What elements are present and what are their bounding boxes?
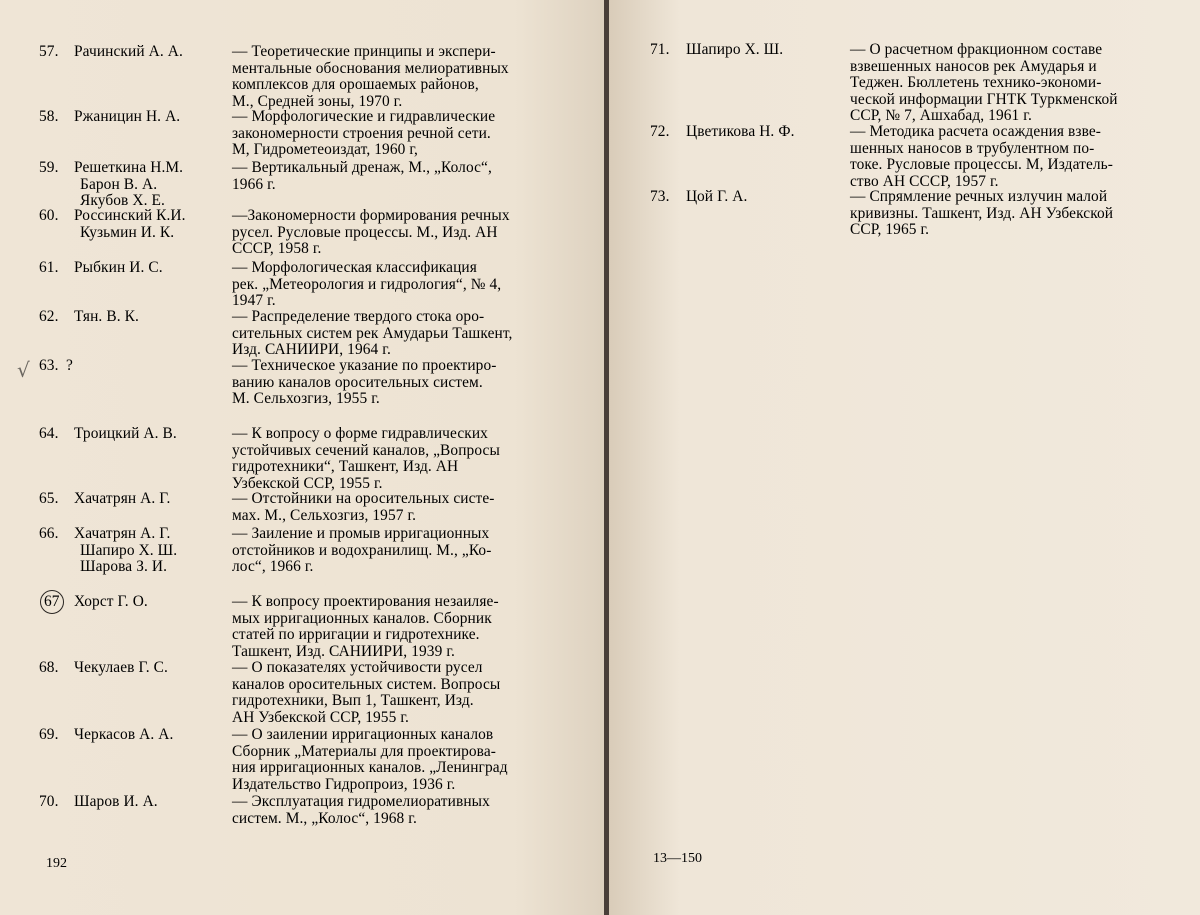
reference-number: 65. (39, 490, 59, 507)
reference-number: 66. (39, 525, 59, 542)
reference-line: СССР, 1958 г. (232, 240, 322, 258)
reference-text (232, 358, 555, 408)
reference-authors (74, 794, 158, 811)
author-name: Черкасов А. А. (74, 726, 174, 743)
reference-line: 1966 г. (232, 175, 276, 193)
reference-authors (74, 109, 180, 126)
author-name: Хорст Г. О. (74, 593, 148, 610)
author-name: Ржаницин Н. А. (74, 108, 181, 125)
reference-line: АН Узбекской ССР, 1955 г. (232, 708, 409, 726)
reference-line: систем. М., „Колос“, 1968 г. (232, 809, 417, 827)
margin-check-mark: √ (17, 358, 30, 382)
reference-text (232, 660, 555, 726)
reference-authors (74, 727, 173, 744)
reference-line: рек. „Метеорология и гидрология“, № 4, (232, 275, 502, 293)
reference-text (232, 109, 555, 159)
author-name: Цветикова Н. Ф. (686, 123, 795, 140)
reference-line: Сборник „Материалы для проектирова- (232, 742, 496, 760)
author-name: Решеткина Н.М. (74, 159, 184, 176)
reference-line: — Техническое указание по проектиро- (232, 357, 497, 374)
reference-authors (74, 660, 168, 677)
reference-line: Изд. САНИИРИ, 1964 г. (232, 341, 391, 359)
author-name: Шапиро Х. Ш. (686, 41, 784, 58)
reference-line: — О заилении ирригационных каналов (232, 726, 494, 743)
author-name: Цой Г. А. (686, 188, 748, 205)
reference-line: гидротехники, Вып 1, Ташкент, Изд. (232, 692, 474, 710)
reference-line: — Отстойники на оросительных систе- (232, 490, 495, 507)
reference-line: ментальные обоснования мелиоративных (232, 59, 509, 77)
reference-line: шенных наносов в трубулентном по- (850, 139, 1095, 157)
reference-authors (74, 426, 177, 443)
author-name: Шапиро Х. Ш. (80, 541, 178, 559)
author-name: Шарова З. И. (80, 558, 168, 576)
reference-text (850, 124, 1168, 190)
reference-line: — Теоретические принципы и экспери- (232, 43, 496, 60)
reference-text (232, 208, 555, 258)
reference-line: М, Гидрометеоиздат, 1960 г, (232, 141, 418, 159)
reference-text (850, 42, 1168, 125)
author-name: Кузьмин И. К. (80, 223, 175, 241)
author-name: Хачатрян А. Г. (74, 525, 171, 542)
reference-authors (686, 42, 783, 59)
author-name: Рачинский А. А. (74, 43, 183, 60)
reference-authors (74, 594, 148, 611)
right-page-number: 13—150 (653, 851, 702, 866)
reference-number: 72. (650, 123, 670, 140)
reference-line: Узбекской ССР, 1955 г. (232, 474, 383, 492)
reference-authors (74, 44, 183, 61)
reference-line: гидротехники“, Ташкент, Изд. АН (232, 458, 459, 476)
reference-line: — Вертикальный дренаж, М., „Колос“, (232, 159, 492, 176)
author-name: Барон В. А. (80, 175, 158, 193)
handwritten-circle (40, 590, 64, 614)
reference-line: мых ирригационных каналов. Сборник (232, 609, 492, 627)
reference-line: Издательство Гидропроиз, 1936 г. (232, 775, 456, 793)
reference-line: — Методика расчета осаждения взве- (850, 123, 1102, 140)
author-name: Тян. В. К. (74, 308, 139, 325)
reference-line: лос“, 1966 г. (232, 558, 314, 576)
reference-text (232, 44, 555, 110)
author-name: Россинский К.И. (74, 207, 186, 224)
reference-line: ния ирригационных каналов. „Ленинград (232, 759, 508, 777)
reference-line: ССР, № 7, Ашхабад, 1961 г. (850, 107, 1032, 125)
reference-number: 71. (650, 41, 670, 58)
reference-line: — К вопросу проектирования незаиляе- (232, 593, 499, 610)
reference-number: 62. (39, 308, 59, 325)
reference-number: 70. (39, 793, 59, 810)
reference-line: закономерности строения речной сети. (232, 124, 491, 142)
reference-line: ССР, 1965 г. (850, 221, 930, 239)
author-name: Якубов Х. Е. (80, 192, 165, 210)
reference-line: — Морфологические и гидравлические (232, 108, 496, 125)
reference-text (232, 309, 555, 359)
reference-line: М. Сельхозгиз, 1955 г. (232, 390, 380, 408)
reference-number: 64. (39, 425, 59, 442)
reference-line: 1947 г. (232, 292, 276, 310)
reference-line: М., Средней зоны, 1970 г. (232, 92, 403, 110)
reference-number: 60. (39, 207, 59, 224)
reference-line: сительных систем рек Амударьи Ташкент, (232, 324, 513, 342)
reference-line: комплексов для орошаемых районов, (232, 76, 479, 94)
reference-text (232, 426, 555, 492)
reference-line: Ташкент, Изд. САНИИРИ, 1939 г. (232, 642, 455, 660)
reference-line: взвешенных наносов рек Амударья и (850, 57, 1097, 75)
reference-authors (686, 124, 795, 141)
reference-number: 63. (39, 357, 59, 374)
reference-number: 67 (44, 593, 60, 610)
reference-authors (74, 491, 171, 508)
reference-line: Теджен. Бюллетень технико-экономи- (850, 74, 1102, 92)
reference-line: ство АН СССР, 1957 г. (850, 172, 999, 190)
reference-line: — Заиление и промыв ирригационных (232, 525, 490, 542)
reference-line: мах. М., Сельхозгиз, 1957 г. (232, 506, 417, 524)
reference-line: — Морфологическая классификация (232, 259, 477, 276)
reference-text (232, 526, 555, 576)
author-name: Хачатрян А. Г. (74, 490, 171, 507)
reference-line: статей по ирригации и гидротехнике. (232, 626, 480, 644)
reference-line: токе. Русловые процессы. М, Издатель- (850, 156, 1114, 174)
reference-line: каналов оросительных систем. Вопросы (232, 675, 501, 693)
reference-authors (74, 160, 183, 210)
author-name: Чекулаев Г. С. (74, 659, 168, 676)
reference-line: кривизны. Ташкент, Изд. АН Узбекской (850, 204, 1114, 222)
reference-authors (686, 189, 747, 206)
reference-text (232, 727, 555, 793)
reference-line: ческой информации ГНТК Туркменской (850, 90, 1118, 108)
reference-line: — К вопросу о форме гидравлических (232, 425, 488, 442)
reference-authors (74, 208, 186, 241)
reference-line: ванию каналов оросительных систем. (232, 373, 483, 391)
author-name: ? (66, 357, 73, 374)
reference-number: 59. (39, 159, 59, 176)
reference-text (232, 491, 555, 524)
reference-line: — Эксплуатация гидромелиоративных (232, 793, 490, 810)
reference-line: устойчивых сечений каналов, „Вопросы (232, 441, 500, 459)
reference-text (850, 189, 1168, 239)
author-name: Шаров И. А. (74, 793, 158, 810)
reference-authors (74, 526, 177, 576)
reference-line: — О показателях устойчивости русел (232, 659, 483, 676)
reference-number: 68. (39, 659, 59, 676)
reference-number: 69. (39, 726, 59, 743)
reference-text (232, 160, 555, 193)
reference-authors (74, 309, 139, 326)
author-name: Троицкий А. В. (74, 425, 177, 442)
reference-line: — О расчетном фракционном составе (850, 41, 1103, 58)
reference-line: отстойников и водохранилищ. М., „Ко- (232, 541, 492, 559)
reference-number: 57. (39, 43, 59, 60)
author-name: Рыбкин И. С. (74, 259, 163, 276)
reference-line: —Закономерности формирования речных (232, 207, 510, 224)
reference-text (232, 594, 555, 660)
reference-authors (74, 260, 163, 277)
reference-number: 61. (39, 259, 59, 276)
reference-line: — Спрямление речных излучин малой (850, 188, 1108, 205)
left-page-number: 192 (46, 856, 67, 871)
reference-text (232, 794, 555, 827)
reference-text (232, 260, 555, 310)
reference-line: — Распределение твердого стока оро- (232, 308, 485, 325)
reference-number: 58. (39, 108, 59, 125)
reference-authors (66, 358, 73, 375)
reference-line: русел. Русловые процессы. М., Изд. АН (232, 223, 498, 241)
reference-number: 73. (650, 188, 670, 205)
